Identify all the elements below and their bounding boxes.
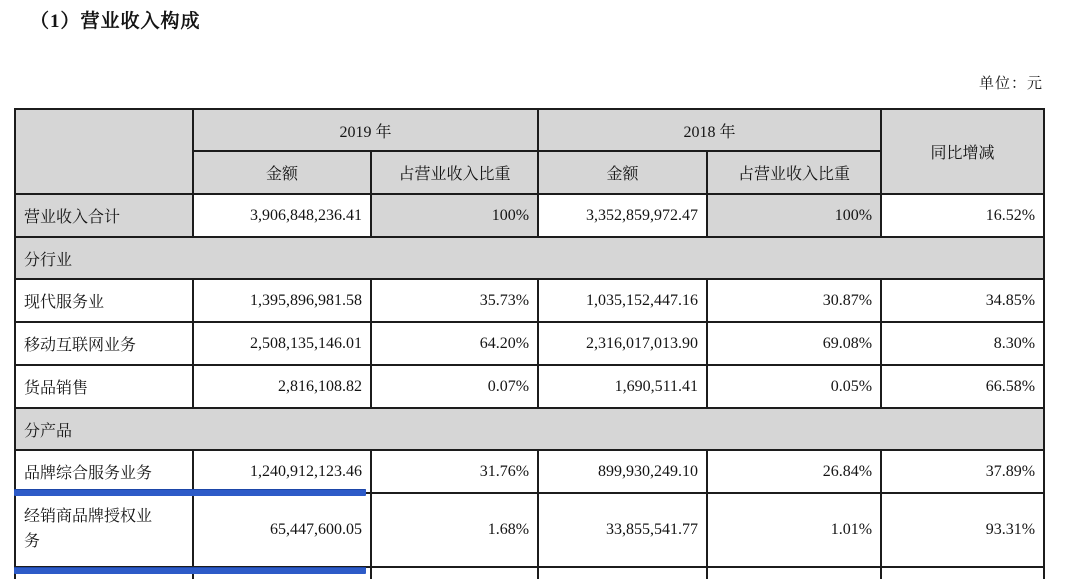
row-section-by-product: [15, 408, 1044, 450]
label-cell: 移动互联网业务: [15, 322, 193, 365]
label-cell: [15, 493, 193, 567]
amount-2019-cell: 3,906,848,236.41: [193, 194, 371, 237]
row-modern-services: [15, 279, 1044, 322]
amount-2018-cell: 33,855,541.77: [538, 493, 707, 567]
row-goods-sales: [15, 365, 1044, 408]
share-2018-cell: 69.08%: [707, 322, 881, 365]
share-2019-cell: 64.20%: [371, 322, 538, 365]
yoy-cell: 93.31%: [881, 493, 1044, 567]
share-2019-cell: 1.68%: [371, 493, 538, 567]
empty-cell: [881, 567, 1044, 579]
blue-highlight-underline-brand-services: [14, 489, 366, 496]
header-2019: 2019 年: [193, 109, 538, 151]
share-2018-cell: 30.87%: [707, 279, 881, 322]
share-2019-cell: 31.76%: [371, 450, 538, 493]
empty-cell: [538, 567, 707, 579]
label-cell: 品牌综合服务业务: [15, 450, 193, 493]
header-amount-2018: 金额: [538, 151, 707, 194]
page-title: （1）营业收入构成: [30, 11, 201, 32]
corner-empty-cell: [15, 109, 193, 194]
row-mobile-internet: [15, 322, 1044, 365]
header-yoy: 同比增减: [881, 109, 1044, 194]
empty-cell: [371, 567, 538, 579]
amount-2018-cell: 3,352,859,972.47: [538, 194, 707, 237]
revenue-composition-table: [14, 108, 1045, 579]
amount-2019-cell: 65,447,600.05: [193, 493, 371, 567]
yoy-cell: 37.89%: [881, 450, 1044, 493]
label-cell: 营业收入合计: [15, 194, 193, 237]
unit-label: 单位：元: [978, 76, 1043, 92]
share-2019-cell: 0.07%: [371, 365, 538, 408]
section-label-cell: 分行业: [15, 237, 1044, 279]
amount-2019-cell: 2,508,135,146.01: [193, 322, 371, 365]
row-total-revenue: [15, 194, 1044, 237]
yoy-cell: 8.30%: [881, 322, 1044, 365]
row-distributor-licensing: [15, 493, 1044, 567]
label-cell: 货品销售: [15, 365, 193, 408]
label-text: 经销商品牌授权业务: [24, 508, 153, 550]
share-2019-cell: 35.73%: [371, 279, 538, 322]
amount-2018-cell: 2,316,017,013.90: [538, 322, 707, 365]
amount-2019-cell: 1,240,912,123.46: [193, 450, 371, 493]
amount-2019-cell: 2,816,108.82: [193, 365, 371, 408]
row-section-by-industry: [15, 237, 1044, 279]
share-2018-cell: 0.05%: [707, 365, 881, 408]
share-2019-cell: 100%: [371, 194, 538, 237]
share-2018-cell: 100%: [707, 194, 881, 237]
header-share-2019: 占营业收入比重: [371, 151, 538, 194]
header-share-2018: 占营业收入比重: [707, 151, 881, 194]
share-2018-cell: 26.84%: [707, 450, 881, 493]
yoy-cell: 34.85%: [881, 279, 1044, 322]
header-2018: 2018 年: [538, 109, 881, 151]
amount-2018-cell: 1,035,152,447.16: [538, 279, 707, 322]
amount-2018-cell: 899,930,249.10: [538, 450, 707, 493]
blue-highlight-underline-distributor-licensing: [14, 567, 366, 574]
row-brand-services: [15, 450, 1044, 493]
yoy-cell: 16.52%: [881, 194, 1044, 237]
empty-cell: [707, 567, 881, 579]
header-row-years: [15, 109, 1044, 151]
amount-2019-cell: 1,395,896,981.58: [193, 279, 371, 322]
amount-2018-cell: 1,690,511.41: [538, 365, 707, 408]
label-cell: 现代服务业: [15, 279, 193, 322]
header-amount-2019: 金额: [193, 151, 371, 194]
share-2018-cell: 1.01%: [707, 493, 881, 567]
yoy-cell: 66.58%: [881, 365, 1044, 408]
section-label-cell: 分产品: [15, 408, 1044, 450]
